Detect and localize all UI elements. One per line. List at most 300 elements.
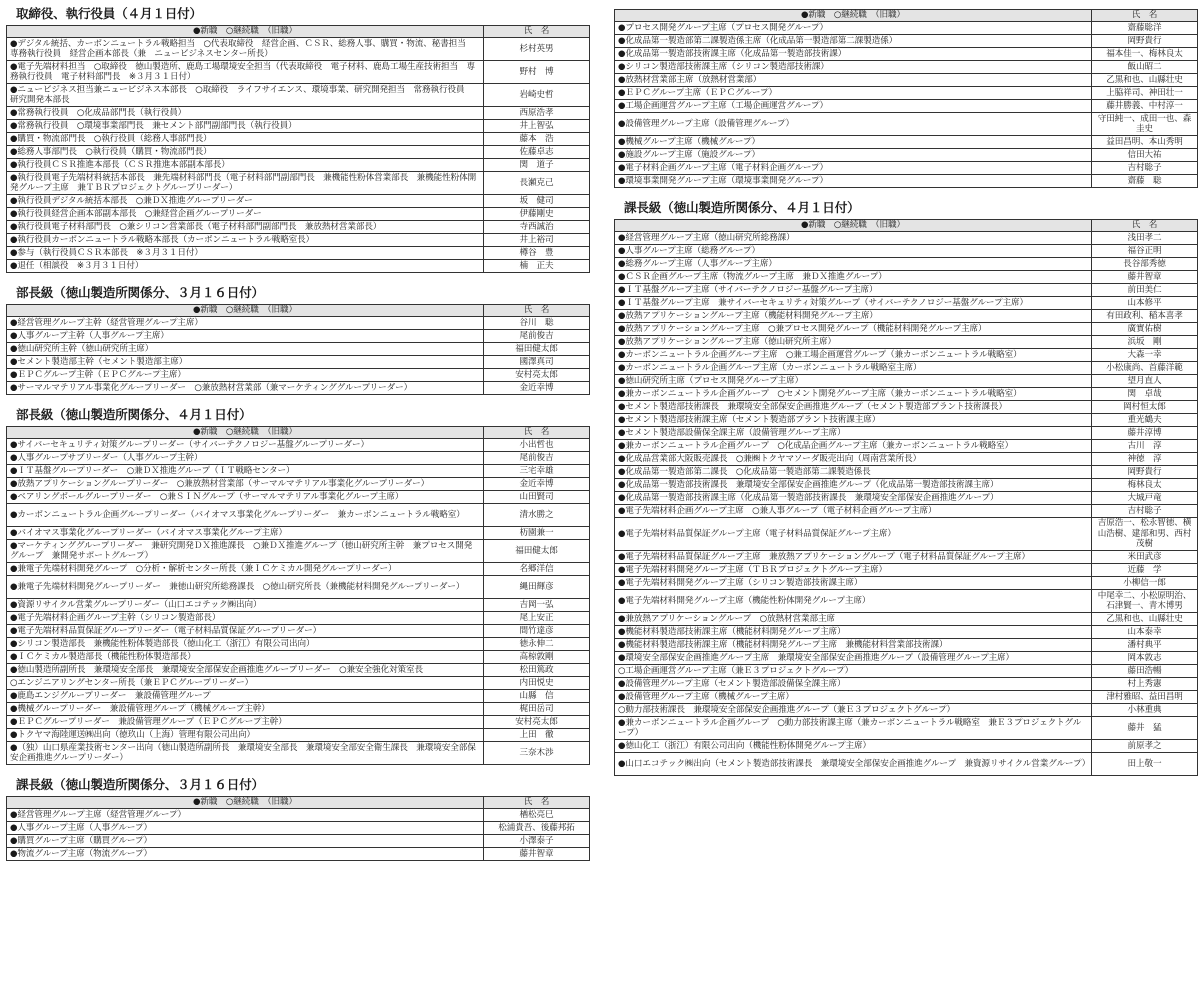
table-row [615,479,1198,492]
role-cell: ●化成品営業部大阪販売課長 ○兼㈱トクヤマソーダ販売出向（周南営業所長） [615,453,1092,466]
role-cell: ●デジタル統括、カーボンニュートラル戦略担当 ○代表取締役 経営企画、ＣＳＲ、総務人事、購買・物流、秘書担当 専務執行役員 経営企画本部長（兼 ニュービジネスセンター所長） [7,38,484,61]
column-header-role: ●新職 ○継続職 （旧職） [7,26,484,38]
name-cell: 近藤 学 [1092,564,1198,577]
table-row [7,61,590,84]
table-header-row [7,797,590,809]
role-cell: ●バイオマス事業化グループリーダー（バイオマス事業化グループ主席） [7,527,484,540]
role-cell: ●機能材料製造部技術課主席（機能材料開発グループ主席） [615,626,1092,639]
role-cell: ●人事グループ主席（総務グループ） [615,245,1092,258]
name-cell: 間竹達彦 [484,625,590,638]
section-gap [6,395,590,407]
name-cell: 野村 博 [484,61,590,84]
section-1 [6,273,590,395]
name-cell: 楢松亮巳 [484,809,590,822]
name-cell: 名郷洋信 [484,563,590,576]
name-cell: 神徳 淳 [1092,453,1198,466]
name-cell: 岡野貴行 [1092,466,1198,479]
name-cell: 乙黒和也、山縣壮史 [1092,74,1198,87]
role-cell: ●ＥＰＣグループ主席（ＥＰＣグループ） [615,87,1092,100]
table-row [7,576,590,599]
name-cell: 尾前俊吉 [484,330,590,343]
role-cell: ●購買グループ主席（購買グループ） [7,835,484,848]
name-cell: 小出哲也 [484,439,590,452]
role-cell: ●化成品第一製造部第二課製造係主席（化成品第一製造部第二課製造係） [615,35,1092,48]
name-cell: 藤井勝義、中村淳一 [1092,100,1198,113]
table-row [7,234,590,247]
table-row [7,690,590,703]
name-cell: 守田純一、成田一也、森 圭史 [1092,113,1198,136]
name-cell: 小林重典 [1092,704,1198,717]
role-cell: ●化成品第一製造部技術課主席（化成品第一製造部技術課長 兼環境安全部保安企画推進グループ） [615,492,1092,505]
name-cell: 信田大祐 [1092,149,1198,162]
section-2 [6,395,590,765]
name-cell: 関 卓哉 [1092,388,1198,401]
name-cell: 谷川 聡 [484,317,590,330]
table-row [7,599,590,612]
table-row [7,625,590,638]
role-cell: ●山口エコテック㈱出向（セメント製造部技術課長 兼環境安全部保安企画推進グループ 兼資源リサイクル営業グループ） [615,753,1092,776]
table-row [7,563,590,576]
name-cell: 井上裕司 [484,234,590,247]
name-cell: 山本修平 [1092,297,1198,310]
table-row [615,232,1198,245]
name-cell: 松田篤政 [484,664,590,677]
name-cell: 岡野貴行 [1092,35,1198,48]
table-row [7,84,590,107]
role-cell: ●徳山製造所副所長 兼環境安全部長 兼環境安全部保安企画推進グループリーダー ○兼安全強化対策室長 [7,664,484,677]
table-row [615,652,1198,665]
name-cell: 大城戸竜 [1092,492,1198,505]
role-cell: ●執行役員電子先端材料統括本部長 兼先端材料部門長（電子材料部門副部門長 兼機能性粉体営業部長 兼機能性粉体開発グループ主席 兼ＴＢＲプロジェクトグループリーダー） [7,172,484,195]
section-5 [614,188,1198,776]
role-cell: ●物流グループ主席（物流グループ） [7,848,484,861]
role-cell: ●機械グループリーダー 兼設備管理グループ（機械グループ主幹） [7,703,484,716]
table-row [615,564,1198,577]
name-cell: 内田悦史 [484,677,590,690]
role-cell: ●参与（執行役員ＣＳＲ本部長 ※３月３１日付） [7,247,484,260]
role-cell: ●カーボンニュートラル企画グループ主席（カーボンニュートラル戦略室主席） [615,362,1092,375]
role-cell: ●ＥＰＣグループリーダー 兼設備管理グループ（ＥＰＣグループ主幹） [7,716,484,729]
table-header-row [7,26,590,38]
name-cell: 伊藤剛史 [484,208,590,221]
name-cell: 梶田岳司 [484,703,590,716]
table-row [615,704,1198,717]
role-cell: ●セメント製造部主幹（セメント製造部主席） [7,356,484,369]
table-row [7,835,590,848]
table-row [615,626,1198,639]
table-row [7,38,590,61]
name-cell: 藤井智章 [484,848,590,861]
name-cell: 益田昌明、本山秀明 [1092,136,1198,149]
role-cell: ●常務執行役員 ○環境事業部門長 兼セメント部門副部門長（執行役員） [7,120,484,133]
column-header-role: ●新職 ○継続職 （旧職） [7,305,484,317]
table-row [615,258,1198,271]
section-title: 部長級（徳山製造所関係分、３月１６日付） [16,285,264,300]
role-cell: ●（独）山口県産業技術センター出向（徳山製造所副所長 兼環境安全部長 兼環境安全部安全衛生課長 兼環境安全部保安企画推進グループリーダー） [7,742,484,765]
name-cell: 佐藤卓志 [484,146,590,159]
name-cell: 大森一幸 [1092,349,1198,362]
table-row [615,518,1198,551]
personnel-table [6,25,590,273]
name-cell: 金近幸博 [484,478,590,491]
name-cell: 長瀬克己 [484,172,590,195]
left-column [6,6,590,861]
role-cell: ●執行役員経営企画本部副本部長 ○兼経営企画グループリーダー [7,208,484,221]
name-cell: 古川 淳 [1092,440,1198,453]
role-cell: ●設備管理グループ主席（機械グループ主席） [615,691,1092,704]
table-row [615,388,1198,401]
role-cell: ●兼カーボンニュートラル企画グループ ○セメント開発グループ主席（兼カーボンニュートラル戦略室） [615,388,1092,401]
role-cell: ●電子先端材料品質保証グループ主席（電子材料品質保証グループ主席） [615,518,1092,551]
table-row [7,465,590,478]
column-header-name: 氏 名 [484,305,590,317]
table-row [7,742,590,765]
table-row [615,349,1198,362]
table-row [615,466,1198,479]
personnel-table [6,426,590,765]
role-cell: ●退任（相談役 ※３月３１日付） [7,260,484,273]
role-cell: ●鹿島エンジグループリーダー 兼設備管理グループ [7,690,484,703]
table-row [615,427,1198,440]
role-cell: ○エンジニアリングセンター所長（兼ＥＰＣグループリーダー） [7,677,484,690]
name-cell: 重光鶴夫 [1092,414,1198,427]
table-row [7,356,590,369]
table-row [615,613,1198,626]
role-cell: ●シリコン製造部長 兼機能性粉体製造部長（徳山化工（浙江）有限公司出向） [7,638,484,651]
role-cell: ●放熱材営業部主席（放熱材営業部） [615,74,1092,87]
role-cell: ●シリコン製造部技術課主席（シリコン製造部技術課） [615,61,1092,74]
column-header-role: ●新職 ○継続職 （旧職） [615,10,1092,22]
table-row [615,665,1198,678]
table-row [7,195,590,208]
table-row [7,439,590,452]
name-cell: 藤井淳博 [1092,427,1198,440]
table-row [615,453,1198,466]
column-header-name: 氏 名 [1092,10,1198,22]
table-row [615,48,1198,61]
role-cell: ●機械グループ主席（機械グループ） [615,136,1092,149]
role-cell: ●化成品第一製造部第二課長 ○化成品第一製造部第二課製造係長 [615,466,1092,479]
role-cell: ●経営管理グループ主幹（経営管理グループ主席） [7,317,484,330]
role-cell: ●電子先端材料企画グループ主席 ○兼人事グループ（電子材料企画グループ主席） [615,505,1092,518]
table-row [7,146,590,159]
table-row [615,297,1198,310]
role-cell: ●徳山研究所主幹（徳山研究所主席） [7,343,484,356]
table-row [615,492,1198,505]
role-cell: ○動力部技術課長 兼環境安全部保安企画推進グループ（兼Ｅ３プロジェクトグループ） [615,704,1092,717]
table-row [7,208,590,221]
role-cell: ●ＥＰＣグループ主幹（ＥＰＣグループ主席） [7,369,484,382]
role-cell: ●電子先端材料品質保証グループリーダー（電子材料品質保証グループリーダー） [7,625,484,638]
role-cell: ●人事グループ主席（人事グループ） [7,822,484,835]
name-cell: 三奈木渉 [484,742,590,765]
table-row [615,505,1198,518]
name-cell: 楠 正夫 [484,260,590,273]
role-cell: ●兼放熱アプリケーショングループ ○放熱材営業部主席 [615,613,1092,626]
name-cell: 安村亮太郎 [484,369,590,382]
role-cell: ●人事グループサブリーダー（人事グループ主幹） [7,452,484,465]
name-cell: 尾上安正 [484,612,590,625]
table-row [615,74,1198,87]
table-row [615,691,1198,704]
name-cell: 有田政利、稲本喜孝 [1092,310,1198,323]
role-cell: ●機能材料製造部技術課主席（機能材料開発グループ主席 兼機能材料営業部技術課） [615,639,1092,652]
table-row [615,284,1198,297]
role-cell: ●設備管理グループ主席（設備管理グループ） [615,113,1092,136]
table-header-row [7,305,590,317]
role-cell: ●徳山研究所主席（プロセス開発グループ主席） [615,375,1092,388]
table-row [615,577,1198,590]
right-column [614,6,1198,776]
role-cell: ●執行役員デジタル統括本部長 ○兼ＤＸ推進グループリーダー [7,195,484,208]
table-row [7,317,590,330]
role-cell: ●執行役員カーボンニュートラル戦略本部長（カーボンニュートラル戦略室長） [7,234,484,247]
table-row [7,809,590,822]
name-cell: 吉岡一弘 [484,599,590,612]
table-row [7,527,590,540]
table-row [7,247,590,260]
table-row [7,369,590,382]
role-cell: ●施設グループ主席（施設グループ） [615,149,1092,162]
role-cell: ●徳山化工（浙江）有限公司出向（機能性粉体開発グループ主席） [615,740,1092,753]
name-cell: 杉村英男 [484,38,590,61]
role-cell: ●化成品第一製造部技術課主席（化成品第一製造部技術課） [615,48,1092,61]
name-cell: 吉村聡子 [1092,505,1198,518]
table-row [615,590,1198,613]
section-gap [6,765,590,777]
name-cell: 岩崎史哲 [484,84,590,107]
role-cell: ●プロセス開発グループ主席（プロセス開発グループ） [615,22,1092,35]
name-cell: 福谷正明 [1092,245,1198,258]
role-cell: ●兼カーボンニュートラル企画グループ ○動力部技術課主席（兼カーボンニュートラル戦略室 兼Ｅ３プロジェクトグループ） [615,717,1092,740]
name-cell: 徳永伸二 [484,638,590,651]
role-cell: ●サーマルマテリアル事業化グループリーダー ○兼放熱材営業部（兼マーケティンググループリーダー） [7,382,484,395]
role-cell: ●放熱アプリケーショングループ主席 ○兼プロセス開発グループ（機能材料開発グループ主席） [615,323,1092,336]
role-cell: ●カーボンニュートラル企画グループリーダー（バイオマス事業化グループリーダー 兼カーボンニュートラル戦略室） [7,504,484,527]
table-row [615,375,1198,388]
name-cell: 岡本敦志 [1092,652,1198,665]
table-row [7,382,590,395]
table-header-row [615,10,1198,22]
section-gap [6,273,590,285]
role-cell: ●兼電子先端材料開発グループリーダー 兼徳山研究所総務課長 ○徳山研究所長（兼機能材料開発グループリーダー） [7,576,484,599]
name-cell: 縄田輝彦 [484,576,590,599]
column-header-role: ●新職 ○継続職 （旧職） [7,797,484,809]
table-row [615,414,1198,427]
role-cell: ●セメント製造部技術課長 兼環境安全部保安企画推進グループ（セメント製造部プラント技術課長） [615,401,1092,414]
column-header-name: 氏 名 [484,797,590,809]
name-cell: 松浦貴吾、後藤邦拓 [484,822,590,835]
role-cell: ●サイバーセキュリティ対策グループリーダー（サイバーテクノロジー基盤グループリーダー） [7,439,484,452]
column-header-name: 氏 名 [484,26,590,38]
name-cell: 小澤泰子 [484,835,590,848]
table-row [7,651,590,664]
table-header-row [7,427,590,439]
table-row [615,639,1198,652]
table-row [615,310,1198,323]
role-cell: ●放熱アプリケーショングループ主席（機能材料開発グループ主席） [615,310,1092,323]
role-cell: ●電子先端材料開発グループ主席（シリコン製造部技術課主席） [615,577,1092,590]
name-cell: 田上敬一 [1092,753,1198,776]
table-row [7,343,590,356]
role-cell: ●経営管理グループ主席（徳山研究所総務課） [615,232,1092,245]
name-cell: 安村亮太郎 [484,716,590,729]
table-row [615,245,1198,258]
table-row [7,677,590,690]
name-cell: 上田 徹 [484,729,590,742]
name-cell: 三宅幸雄 [484,465,590,478]
table-row [7,491,590,504]
table-row [7,133,590,146]
name-cell: 吉村聡子 [1092,162,1198,175]
name-cell: 清水勝之 [484,504,590,527]
name-cell: 福田健太郎 [484,343,590,356]
name-cell: 藤本 浩 [484,133,590,146]
table-row [7,159,590,172]
table-row [7,716,590,729]
role-cell: ●ニュービジネス担当兼ニュービジネス本部長 ○取締役 ライフサイエンス、環境事業、研究開発担当 常務執行役員 研究開発本部長 [7,84,484,107]
table-row [615,336,1198,349]
name-cell: 梅林良太 [1092,479,1198,492]
role-cell: ●電子先端材料開発グループ主席（ＴＢＲプロジェクトグループ主席） [615,564,1092,577]
table-row [615,440,1198,453]
section-title: 課長級（徳山製造所関係分、４月１日付） [624,200,860,215]
table-row [7,729,590,742]
name-cell: 金近幸博 [484,382,590,395]
name-cell: 坂 健司 [484,195,590,208]
role-cell: ●執行役員電子材料部門長 ○兼シリコン営業部長（電子材料部門副部門長 兼放熱材営業部長） [7,221,484,234]
role-cell: ●設備管理グループ主席（セメント製造部設備保全課主席） [615,678,1092,691]
name-cell: 津村雅昭、益田昌明 [1092,691,1198,704]
name-cell: 米田武彦 [1092,551,1198,564]
name-cell: 寺西誠治 [484,221,590,234]
personnel-table [614,219,1198,776]
name-cell: 杤園兼一 [484,527,590,540]
role-cell: ●セメント製造部技術課主席（セメント製造部プラント技術課主席） [615,414,1092,427]
table-row [615,35,1198,48]
name-cell: 山縣 信 [484,690,590,703]
table-row [7,452,590,465]
table-row [7,822,590,835]
role-cell: ●資源リサイクル営業グループリーダー（山口エコテック㈱出向） [7,599,484,612]
section-0 [6,6,590,273]
role-cell: ●セメント製造部設備保全課主席（設備管理グループ主席） [615,427,1092,440]
table-row [615,551,1198,564]
name-cell: 國澤真司 [484,356,590,369]
section-3 [6,765,590,861]
column-header-name: 氏 名 [484,427,590,439]
name-cell: 藤井 猛 [1092,717,1198,740]
name-cell: 藤田浩暢 [1092,665,1198,678]
table-row [615,717,1198,740]
role-cell: ●ＩＴ基盤グループリーダー ○兼ＤＸ推進グループ（ＩＴ戦略センター） [7,465,484,478]
table-row [615,136,1198,149]
name-cell: 飯山昭二 [1092,61,1198,74]
table-row [615,323,1198,336]
table-row [7,107,590,120]
name-cell: 廣實佑樹 [1092,323,1198,336]
table-row [7,638,590,651]
name-cell: 吉原浩一、松永智徳、横山浩樹、建部和男、西村茂樹 [1092,518,1198,551]
role-cell: ●ＣＳＲ企画グループ主席（物流グループ主席 兼ＤＸ推進グループ） [615,271,1092,284]
role-cell: ●経営管理グループ主席（経営管理グループ） [7,809,484,822]
table-row [615,175,1198,188]
role-cell: ●ベアリングボールグループリーダー ○兼ＳＩＮグループ（サーマルマテリアル事業化グループ主席） [7,491,484,504]
name-cell: 尾前俊吉 [484,452,590,465]
table-row [7,478,590,491]
column-header-role: ●新職 ○継続職 （旧職） [615,220,1092,232]
name-cell: 乙黒和也、山縣壮史 [1092,613,1198,626]
table-row [615,87,1198,100]
table-row [615,362,1198,375]
name-cell: 小松康尚、首藤洋範 [1092,362,1198,375]
role-cell: ●放熱アプリケーショングループリーダー ○兼放熱材営業部（サーマルマテリアル事業化グループリーダー） [7,478,484,491]
name-cell: 浅田孝二 [1092,232,1198,245]
name-cell: 藤井智章 [1092,271,1198,284]
role-cell: ●電子先端材料品質保証グループ主席 兼放熱アプリケーショングループ（電子材料品質保証グループ主席） [615,551,1092,564]
role-cell: ●工場企画運営グループ主席（工場企画運営グループ） [615,100,1092,113]
name-cell: 岡村恒太郎 [1092,401,1198,414]
role-cell: ○工場企画運営グループ主席（兼Ｅ３プロジェクトグループ） [615,665,1092,678]
role-cell: ●電子先端材料企画グループ主幹（シリコン製造部長） [7,612,484,625]
personnel-table [6,796,590,861]
name-cell: 井上智弘 [484,120,590,133]
section-title: 取締役、執行役員（４月１日付） [16,6,202,21]
table-row [615,22,1198,35]
role-cell: ●総務グループ主席（人事グループ主席） [615,258,1092,271]
table-row [7,221,590,234]
role-cell: ●ＩＴ基盤グループ主席 兼サイバーセキュリティ対策グループ（サイバーテクノロジー基盤グループ主席） [615,297,1092,310]
name-cell: 関 道子 [484,159,590,172]
table-row [7,612,590,625]
role-cell: ●カーボンニュートラル企画グループ主席 ○兼工場企画運営グループ（兼カーボンニュートラル戦略室） [615,349,1092,362]
table-row [615,100,1198,113]
table-row [615,61,1198,74]
role-cell: ●兼カーボンニュートラル企画グループ ○化成品企画グループ主席（兼カーボンニュートラル戦略室） [615,440,1092,453]
name-cell: 上脇祥司、神田壮一 [1092,87,1198,100]
table-row [7,540,590,563]
table-row [615,149,1198,162]
name-cell: 齋藤 聡 [1092,175,1198,188]
table-row [7,330,590,343]
name-cell: 山田賢司 [484,491,590,504]
role-cell: ●ＩＣケミカル製造部長（機能性粉体製造部長） [7,651,484,664]
role-cell: ●電子先端材料開発グループ主席（機能性粉体開発グループ主席） [615,590,1092,613]
role-cell: ●トクヤマ海陸運送㈱出向（徳玖山（上海）管理有限公司出向） [7,729,484,742]
table-row [615,753,1198,776]
table-row [615,162,1198,175]
table-row [615,401,1198,414]
role-cell: ●執行役員ＣＳＲ推進本部長（ＣＳＲ推進本部副本部長） [7,159,484,172]
role-cell: ●ＩＴ基盤グループ主席（サイバーテクノロジー基盤グループ主席） [615,284,1092,297]
table-row [7,703,590,716]
table-row [7,172,590,195]
column-header-role: ●新職 ○継続職 （旧職） [7,427,484,439]
role-cell: ●放熱アプリケーショングループ主席（徳山研究所主席） [615,336,1092,349]
name-cell: 村上秀憲 [1092,678,1198,691]
role-cell: ●常務執行役員 ○化成品部門長（執行役員） [7,107,484,120]
section-gap [614,188,1198,200]
section-title: 課長級（徳山製造所関係分、３月１６日付） [16,777,264,792]
table-row [7,848,590,861]
name-cell: 樽谷 豊 [484,247,590,260]
table-row [615,678,1198,691]
name-cell: 齋藤聡洋 [1092,22,1198,35]
personnel-table [614,9,1198,188]
section-title: 部長級（徳山製造所関係分、４月１日付） [16,407,252,422]
table-row [7,664,590,677]
name-cell: 前原孝之 [1092,740,1198,753]
